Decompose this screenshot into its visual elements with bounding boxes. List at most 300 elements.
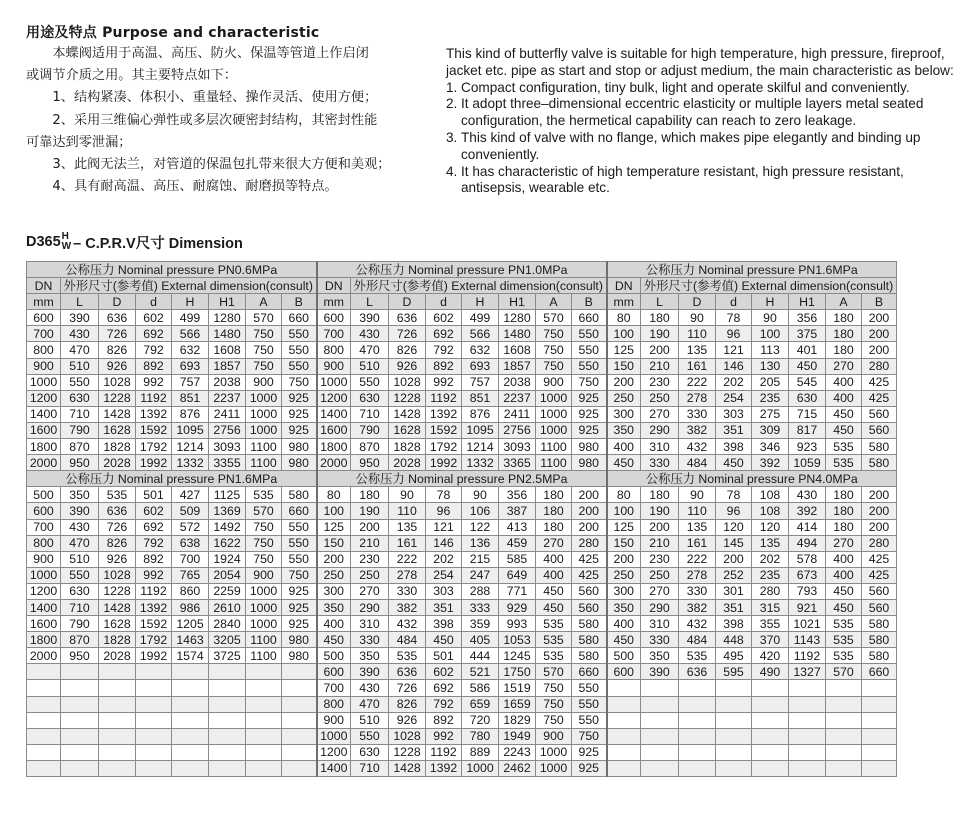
table-cell: 303 <box>716 406 752 422</box>
table-cell <box>246 728 282 744</box>
table-cell <box>136 696 172 712</box>
table-cell: 200 <box>641 519 679 535</box>
table-cell: 382 <box>679 599 716 615</box>
table-cell: 870 <box>61 632 99 648</box>
en-lead-line: This kind of butterfly valve is suitable for high temperature, high pressure, fireproof, <box>446 46 945 61</box>
table-cell <box>716 680 752 696</box>
table-cell: 425 <box>862 551 897 567</box>
table-cell: 1280 <box>209 310 246 326</box>
table-cell: 200 <box>317 551 351 567</box>
table-cell: 892 <box>136 551 172 567</box>
table-cell <box>27 664 61 680</box>
table-cell: 222 <box>679 374 716 390</box>
table-cell: 925 <box>572 406 607 422</box>
table-cell: 350 <box>317 599 351 615</box>
table-cell: 980 <box>282 439 317 455</box>
table-cell: 398 <box>716 439 752 455</box>
table-cell: 121 <box>426 519 462 535</box>
column-header: H <box>172 294 209 310</box>
table-cell: 580 <box>282 487 317 503</box>
table-cell: 108 <box>752 503 789 519</box>
table-cell: 1125 <box>209 487 246 503</box>
table-cell: 1000 <box>536 390 572 406</box>
table-cell: 484 <box>389 632 426 648</box>
table-cell <box>61 696 99 712</box>
table-cell <box>172 696 209 712</box>
table-cell: 1608 <box>499 342 536 358</box>
table-cell: 1800 <box>27 632 61 648</box>
table-cell: 351 <box>716 422 752 438</box>
table-cell: 1000 <box>246 390 282 406</box>
table-cell <box>61 664 99 680</box>
table-cell: 180 <box>641 487 679 503</box>
table-cell: 110 <box>679 326 716 342</box>
table-cell: 387 <box>499 503 536 519</box>
table-cell: 595 <box>716 664 752 680</box>
table-cell: 1028 <box>389 728 426 744</box>
table-cell: 484 <box>679 632 716 648</box>
table-cell: 222 <box>389 551 426 567</box>
table-cell: 1600 <box>27 616 61 632</box>
table-cell: 600 <box>27 503 61 519</box>
table-cell: 1992 <box>136 455 172 471</box>
table-cell: 3093 <box>209 439 246 455</box>
table-cell: 150 <box>607 358 641 374</box>
table-cell <box>789 680 826 696</box>
table-cell: 1228 <box>389 744 426 760</box>
table-cell: 510 <box>351 712 389 728</box>
table-cell: 750 <box>536 326 572 342</box>
table-cell: 300 <box>607 583 641 599</box>
table-cell: 720 <box>462 712 499 728</box>
table-cell <box>61 744 99 760</box>
table-cell: 190 <box>641 326 679 342</box>
table-cell: 600 <box>317 664 351 680</box>
table-cell: 3365 <box>499 455 536 471</box>
table-cell: 180 <box>826 503 862 519</box>
table-cell: 120 <box>716 519 752 535</box>
table-cell: 78 <box>716 310 752 326</box>
pressure-group-row <box>27 262 897 278</box>
table-cell: 1592 <box>136 616 172 632</box>
table-cell <box>136 712 172 728</box>
table-cell <box>209 696 246 712</box>
table-cell: 1192 <box>789 648 826 664</box>
table-cell: 250 <box>641 567 679 583</box>
table-cell: 2038 <box>209 374 246 390</box>
table-cell: 580 <box>572 616 607 632</box>
column-header-row <box>27 294 897 310</box>
table-cell: 382 <box>389 599 426 615</box>
table-cell: 130 <box>752 358 789 374</box>
table-cell: 106 <box>462 503 499 519</box>
table-cell: 310 <box>641 616 679 632</box>
table-cell: 350 <box>61 487 99 503</box>
table-cell: 750 <box>536 712 572 728</box>
table-cell: 566 <box>172 326 209 342</box>
column-header: H1 <box>209 294 246 310</box>
table-cell: 270 <box>826 358 862 374</box>
table-cell: 356 <box>499 487 536 503</box>
table-cell <box>172 664 209 680</box>
table-cell <box>862 712 897 728</box>
table-cell: 1332 <box>462 455 499 471</box>
table-cell: 925 <box>282 390 317 406</box>
table-cell: 900 <box>27 551 61 567</box>
table-cell: 270 <box>826 535 862 551</box>
table-cell: 1100 <box>246 439 282 455</box>
table-cell: 230 <box>641 374 679 390</box>
table-cell: 96 <box>716 326 752 342</box>
column-header: A <box>536 294 572 310</box>
table-cell: 2756 <box>499 422 536 438</box>
table-cell: 78 <box>426 487 462 503</box>
table-cell <box>752 712 789 728</box>
table-cell: 425 <box>862 374 897 390</box>
table-cell: 270 <box>351 583 389 599</box>
feature-item <box>446 130 966 164</box>
table-cell: 1192 <box>426 744 462 760</box>
table-cell: 586 <box>462 680 499 696</box>
table-cell: 790 <box>351 422 389 438</box>
table-row <box>27 664 897 680</box>
table-cell: 113 <box>752 342 789 358</box>
table-cell: 495 <box>716 648 752 664</box>
table-cell: 210 <box>641 358 679 374</box>
table-cell <box>641 712 679 728</box>
table-cell: 980 <box>572 455 607 471</box>
table-cell: 180 <box>826 342 862 358</box>
table-cell: 413 <box>499 519 536 535</box>
table-cell <box>246 744 282 760</box>
table-cell: 600 <box>607 664 641 680</box>
table-cell: 926 <box>389 712 426 728</box>
table-cell: 1392 <box>426 406 462 422</box>
table-cell: 190 <box>351 503 389 519</box>
table-cell: 356 <box>789 310 826 326</box>
table-cell: 580 <box>862 632 897 648</box>
table-cell <box>172 680 209 696</box>
table-cell: 370 <box>752 632 789 648</box>
table-cell: 346 <box>752 439 789 455</box>
table-cell: 550 <box>282 535 317 551</box>
table-cell: 550 <box>282 342 317 358</box>
table-cell: 200 <box>862 487 897 503</box>
title-rest: – C.P.R.V尺寸 Dimension <box>73 235 243 252</box>
table-cell: 1059 <box>789 455 826 471</box>
table-cell: 1100 <box>536 455 572 471</box>
table-cell: 180 <box>536 519 572 535</box>
table-cell: 90 <box>679 487 716 503</box>
table-cell: 792 <box>136 535 172 551</box>
table-cell <box>716 728 752 744</box>
table-cell: 450 <box>426 632 462 648</box>
chinese-description <box>26 43 436 198</box>
pressure-group-header: 公称压力 Nominal pressure PN0.6MPa <box>27 262 317 278</box>
table-cell: 580 <box>572 648 607 664</box>
table-cell: 400 <box>536 551 572 567</box>
table-cell: 500 <box>317 648 351 664</box>
table-cell: 700 <box>27 519 61 535</box>
column-header: L <box>351 294 389 310</box>
table-cell <box>27 680 61 696</box>
table-cell <box>27 712 61 728</box>
table-cell: 180 <box>826 519 862 535</box>
table-cell: 210 <box>641 535 679 551</box>
table-cell: 121 <box>716 342 752 358</box>
table-cell: 270 <box>641 583 679 599</box>
table-cell <box>641 728 679 744</box>
table-cell: 900 <box>317 712 351 728</box>
table-cell: 450 <box>789 358 826 374</box>
table-cell: 1828 <box>389 439 426 455</box>
table-cell: 135 <box>752 535 789 551</box>
table-cell: 2028 <box>389 455 426 471</box>
feature-item <box>446 80 966 97</box>
table-row <box>27 358 897 374</box>
table-cell: 792 <box>426 696 462 712</box>
table-row <box>27 406 897 422</box>
table-cell: 80 <box>317 487 351 503</box>
table-cell: 750 <box>282 567 317 583</box>
table-cell: 950 <box>61 648 99 664</box>
table-cell: 414 <box>789 519 826 535</box>
table-cell: 200 <box>862 503 897 519</box>
table-cell: 2756 <box>209 422 246 438</box>
table-cell <box>172 728 209 744</box>
table-cell: 535 <box>536 648 572 664</box>
table-cell: 1192 <box>426 390 462 406</box>
pressure-group-row <box>27 471 897 487</box>
table-cell: 100 <box>317 503 351 519</box>
table-cell <box>826 696 862 712</box>
table-cell: 925 <box>282 616 317 632</box>
table-cell: 660 <box>862 664 897 680</box>
table-cell: 1214 <box>172 439 209 455</box>
table-cell: 350 <box>607 422 641 438</box>
table-cell: 2054 <box>209 567 246 583</box>
table-cell: 125 <box>607 519 641 535</box>
table-cell: 692 <box>426 680 462 696</box>
table-cell: 926 <box>389 358 426 374</box>
table-cell: 390 <box>351 310 389 326</box>
table-cell: 1428 <box>389 760 426 776</box>
table-cell: 638 <box>172 535 209 551</box>
table-cell: 535 <box>826 455 862 471</box>
table-cell <box>862 680 897 696</box>
table-cell: 315 <box>752 599 789 615</box>
table-cell: 710 <box>61 406 99 422</box>
table-cell: 1392 <box>426 760 462 776</box>
table-cell: 499 <box>172 310 209 326</box>
table-cell: 535 <box>536 632 572 648</box>
table-cell: 600 <box>317 310 351 326</box>
table-cell <box>172 744 209 760</box>
table-cell: 826 <box>99 535 136 551</box>
table-cell: 1095 <box>172 422 209 438</box>
table-cell: 580 <box>862 439 897 455</box>
table-cell: 250 <box>317 567 351 583</box>
feature-text: Compact configuration, tiny bulk, light and operate skilful and conveniently. <box>461 79 910 95</box>
table-cell: 459 <box>499 535 536 551</box>
table-cell <box>99 728 136 744</box>
table-cell: 108 <box>752 487 789 503</box>
table-cell: 420 <box>752 648 789 664</box>
table-cell: 980 <box>282 455 317 471</box>
table-cell: 892 <box>426 712 462 728</box>
table-cell: 1519 <box>499 680 536 696</box>
section-title: 用途及特点 Purpose and characteristic <box>26 25 320 41</box>
table-cell: 726 <box>389 326 426 342</box>
table-cell: 254 <box>716 390 752 406</box>
table-row <box>27 422 897 438</box>
table-cell: 1021 <box>789 616 826 632</box>
table-cell: 150 <box>317 535 351 551</box>
column-header: H1 <box>789 294 826 310</box>
table-cell: 800 <box>317 696 351 712</box>
table-cell: 145 <box>716 535 752 551</box>
table-cell: 300 <box>607 406 641 422</box>
table-cell: 535 <box>826 439 862 455</box>
table-cell: 925 <box>282 406 317 422</box>
table-cell: 692 <box>426 326 462 342</box>
table-cell <box>99 760 136 776</box>
table-cell <box>862 744 897 760</box>
table-cell: 2000 <box>27 648 61 664</box>
table-cell: 301 <box>716 583 752 599</box>
cn-line: 1、结构紧凑、体积小、重量轻、操作灵活、使用方便； <box>26 90 378 106</box>
table-cell: 923 <box>789 439 826 455</box>
table-cell: 1492 <box>209 519 246 535</box>
table-cell <box>752 760 789 776</box>
table-cell: 2610 <box>209 599 246 615</box>
table-row <box>27 374 897 390</box>
column-header: A <box>246 294 282 310</box>
table-cell: 1000 <box>246 406 282 422</box>
table-cell: 1028 <box>389 374 426 390</box>
table-cell: 161 <box>679 535 716 551</box>
table-cell: 400 <box>826 390 862 406</box>
table-cell: 1000 <box>246 422 282 438</box>
table-cell: 359 <box>462 616 499 632</box>
table-cell: 450 <box>317 632 351 648</box>
table-cell: 692 <box>136 326 172 342</box>
table-cell <box>716 744 752 760</box>
table-cell: 817 <box>789 422 826 438</box>
table-cell <box>61 680 99 696</box>
table-cell: 450 <box>826 583 862 599</box>
table-cell <box>752 696 789 712</box>
table-cell: 580 <box>572 632 607 648</box>
table-cell <box>282 680 317 696</box>
table-row <box>27 455 897 471</box>
table-cell: 925 <box>282 422 317 438</box>
table-cell <box>61 760 99 776</box>
table-cell: 1100 <box>246 648 282 664</box>
table-cell <box>136 728 172 744</box>
table-cell: 484 <box>679 455 716 471</box>
table-cell: 280 <box>572 535 607 551</box>
table-cell: 1750 <box>499 664 536 680</box>
table-cell: 330 <box>641 632 679 648</box>
table-cell: 673 <box>789 567 826 583</box>
feature-number: 2. <box>446 96 458 112</box>
table-cell: 570 <box>536 310 572 326</box>
table-cell: 1592 <box>136 422 172 438</box>
table-cell <box>716 760 752 776</box>
table-cell: 1400 <box>27 599 61 615</box>
table-cell: 190 <box>641 503 679 519</box>
table-cell: 636 <box>99 310 136 326</box>
column-header: D <box>679 294 716 310</box>
table-cell <box>136 680 172 696</box>
column-header: H1 <box>499 294 536 310</box>
table-cell: 450 <box>607 455 641 471</box>
table-cell: 382 <box>679 422 716 438</box>
table-cell: 980 <box>282 632 317 648</box>
table-cell: 726 <box>389 680 426 696</box>
table-cell: 125 <box>317 519 351 535</box>
table-cell: 1280 <box>499 310 536 326</box>
table-cell: 200 <box>607 551 641 567</box>
table-cell <box>282 664 317 680</box>
table-cell: 570 <box>246 310 282 326</box>
table-cell: 980 <box>572 439 607 455</box>
table-cell: 521 <box>462 664 499 680</box>
table-cell: 235 <box>752 390 789 406</box>
table-cell: 636 <box>389 310 426 326</box>
table-row <box>27 567 897 583</box>
table-cell: 926 <box>99 551 136 567</box>
table-row <box>27 712 897 728</box>
table-cell: 450 <box>826 422 862 438</box>
table-cell <box>716 696 752 712</box>
table-cell: 135 <box>679 342 716 358</box>
column-header: H <box>462 294 499 310</box>
table-cell: 510 <box>61 551 99 567</box>
table-cell: 900 <box>246 567 282 583</box>
table-cell: 270 <box>536 535 572 551</box>
table-cell: 200 <box>641 342 679 358</box>
pressure-group-header: 公称压力 Nominal pressure PN2.5MPa <box>317 471 607 487</box>
table-cell: 572 <box>172 519 209 535</box>
table-cell <box>61 728 99 744</box>
table-cell: 826 <box>99 342 136 358</box>
table-cell: 876 <box>462 406 499 422</box>
table-cell: 1332 <box>172 455 209 471</box>
table-cell: 280 <box>862 535 897 551</box>
table-cell: 1392 <box>136 599 172 615</box>
table-cell: 280 <box>752 583 789 599</box>
table-cell: 750 <box>246 326 282 342</box>
table-cell: 375 <box>789 326 826 342</box>
table-cell <box>282 712 317 728</box>
table-cell: 425 <box>862 390 897 406</box>
table-cell: 636 <box>389 664 426 680</box>
table-cell <box>752 728 789 744</box>
table-cell: 200 <box>572 519 607 535</box>
english-description <box>446 46 966 197</box>
table-cell: 630 <box>351 744 389 760</box>
table-cell <box>641 744 679 760</box>
table-cell: 270 <box>641 406 679 422</box>
table-cell: 400 <box>607 616 641 632</box>
table-cell <box>862 696 897 712</box>
table-cell: 870 <box>351 439 389 455</box>
table-cell: 1000 <box>317 374 351 390</box>
table-cell: 1214 <box>462 439 499 455</box>
table-cell <box>246 680 282 696</box>
